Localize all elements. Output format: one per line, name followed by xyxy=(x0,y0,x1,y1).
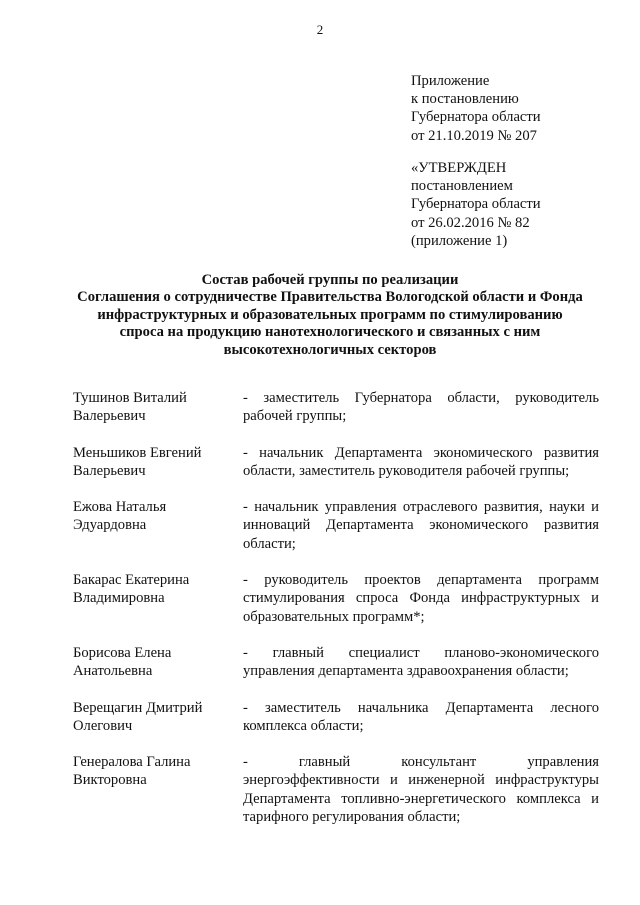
appendix-line: Приложение xyxy=(411,73,490,89)
member-position: - заместитель Губернатора области, руководитель рабочей группы; xyxy=(243,390,599,425)
title-line: Соглашения о сотрудничестве Правительства Вологодской области и Фонда xyxy=(77,289,583,306)
member-position: - заместитель начальника Департамента лесного комплекса области; xyxy=(243,699,599,734)
member-name: Бакарас Екатерина Владимировна xyxy=(73,572,190,607)
approved-line: постановлением xyxy=(411,178,513,195)
appendix-block xyxy=(411,72,611,145)
approved-block xyxy=(411,159,611,250)
approved-line: от 26.02.2016 № 82 xyxy=(411,214,530,231)
members-list xyxy=(73,389,599,844)
appendix-line: от 21.10.2019 № 207 xyxy=(411,127,537,144)
member-name: Борисова Елена Анатольевна xyxy=(73,644,172,680)
page-number: 2 xyxy=(316,22,324,37)
member-row xyxy=(73,753,599,826)
member-name: Меньшиков Евгений Валерьевич xyxy=(73,444,202,479)
document-title xyxy=(60,272,600,359)
title-line: высокотехнологичных секторов xyxy=(223,341,437,358)
title-line: спроса на продукцию нанотехнологического и связанных с ним xyxy=(119,324,541,341)
member-name: Тушинов Виталий Валерьевич xyxy=(73,390,187,425)
approved-line: Губернатора области xyxy=(411,196,541,213)
member-position: - главный консультант управления энергоэффективности и инженерной инфраструктуры Департамента топливно-энергетического комплекса и тарифного регулирования области; xyxy=(243,754,599,826)
member-position: - начальник Департамента экономического развития области, заместитель руководителя рабочей группы; xyxy=(243,444,599,479)
member-row xyxy=(73,571,599,626)
member-position: - руководитель проектов департамента программ стимулирования спроса Фонда инфраструктурных и образовательных программ*; xyxy=(243,572,599,625)
appendix-line: к постановлению xyxy=(411,91,519,108)
title-line: инфраструктурных и образовательных программ по стимулированию xyxy=(97,306,563,323)
appendix-line: Губернатора области xyxy=(411,109,541,126)
member-name: Генералова Галина Викторовна xyxy=(73,754,191,789)
member-row xyxy=(73,644,599,681)
member-row xyxy=(73,699,599,736)
member-position: - начальник управления отраслевого развития, науки и инноваций Департамента экономического развития области; xyxy=(243,499,599,552)
member-position: - главный специалист планово-экономического управления департамента здравоохранения области; xyxy=(243,644,599,680)
member-name: Верещагин Дмитрий Олегович xyxy=(73,699,203,734)
approved-line: (приложение 1) xyxy=(411,232,508,249)
member-name: Ежова Наталья Эдуардовна xyxy=(73,499,167,534)
member-row xyxy=(73,444,599,481)
member-row xyxy=(73,389,599,426)
approved-line: «УТВЕРЖДЕН xyxy=(411,160,507,176)
title-line: Состав рабочей группы по реализации xyxy=(201,272,459,288)
member-row xyxy=(73,498,599,553)
